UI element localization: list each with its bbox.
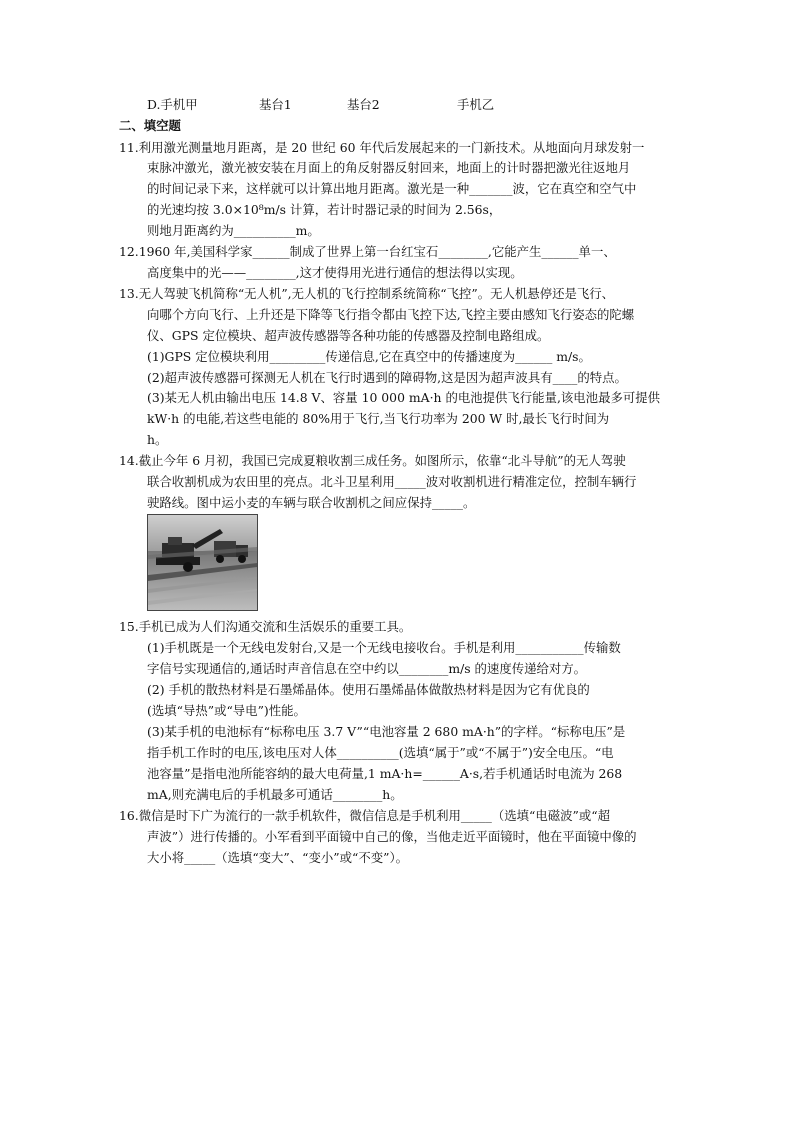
option-d-item-2: 基台2 — [347, 97, 380, 112]
q13-line-5: (2)超声波传感器可探测无人机在飞行时遇到的障碍物,这是因为超声波具有____的特点。 — [147, 370, 627, 385]
option-d-item-3: 手机乙 — [457, 97, 495, 112]
q15-line-1: 15.手机已成为人们沟通交流和生活娱乐的重要工具。 — [119, 619, 412, 634]
q16-line-3: 大小将_____（选填“变大”、“变小”或“不变”）。 — [147, 850, 409, 865]
q12-line-2: 高度集中的光——________,这才使得用光进行通信的想法得以实现。 — [147, 265, 523, 280]
q15-line-2: (1)手机既是一个无线电发射台,又是一个无线电接收台。手机是利用___________传输数 — [147, 640, 621, 655]
q15-line-7: 指手机工作时的电压,该电压对人体__________(选填“属于”或“不属于”)安全电压。“电 — [147, 745, 614, 760]
q13-line-7: kW·h 的电能,若这些电能的 80%用于飞行,当飞行功率为 200 W 时,最长飞行时间为 — [147, 411, 610, 426]
q13-line-2: 向哪个方向飞行、上升还是下降等飞行指令都由飞控下达,飞控主要由感知飞行姿态的陀螺 — [147, 307, 635, 322]
q16-line-1: 16.微信是时下广为流行的一款手机软件，微信信息是手机利用_____（选填“电磁波”或“超 — [119, 808, 610, 823]
q16-line-2: 声波”）进行传播的。小军看到平面镜中自己的像，当他走近平面镜时，他在平面镜中像的 — [147, 829, 637, 844]
harvester-photo — [147, 514, 258, 611]
q11-line-2: 束脉冲激光，激光被安装在月面上的角反射器反射回来，地面上的计时器把激光往返地月 — [147, 160, 631, 175]
q15-line-4: (2) 手机的散热材料是石墨烯晶体。使用石墨烯晶体做散热材料是因为它有优良的 — [147, 682, 590, 697]
q12-line-1: 12.1960 年,美国科学家______制成了世界上第一台红宝石________,它能产生______单一、 — [119, 244, 616, 259]
option-d-label: D.手机甲 — [147, 97, 198, 112]
q11-line-3: 的时间记录下来，这样就可以计算出地月距离。激光是一种_______波，它在真空和空气中 — [147, 181, 637, 196]
section-title: 二、填空题 — [119, 118, 181, 133]
q11-line-5: 则地月距离约为__________m。 — [147, 223, 320, 238]
q13-line-6: (3)某无人机由输出电压 14.8 V、容量 10 000 mA·h 的电池提供飞行能量,该电池最多可提供 — [147, 390, 661, 405]
q11-line-1: 11.利用激光测量地月距离，是 20 世纪 60 年代后发展起来的一门新技术。从地面向月球发射一 — [119, 140, 645, 155]
harvester-photo-image — [148, 515, 257, 610]
q15-line-5: (选填“导热”或“导电”)性能。 — [147, 703, 306, 718]
q13-line-4: (1)GPS 定位模块利用_________传递信息,它在真空中的传播速度为______ m/s。 — [147, 349, 591, 364]
q13-line-1: 13.无人驾驶飞机简称“无人机”,无人机的飞行控制系统简称“飞控”。无人机悬停还是飞行、 — [119, 286, 615, 301]
q14-line-2: 联合收割机成为农田里的亮点。北斗卫星利用_____波对收割机进行精准定位，控制车辆行 — [147, 474, 637, 489]
q13-line-8: h。 — [147, 432, 168, 447]
q14-line-3: 驶路线。图中运小麦的车辆与联合收割机之间应保持_____。 — [147, 495, 476, 510]
q15-line-8: 池容量”是指电池所能容纳的最大电荷量,1 mA·h=______A·s,若手机通话时电流为 268 — [147, 766, 623, 781]
q14-line-1: 14.截止今年 6 月初，我国已完成夏粮收割三成任务。如图所示，依靠“北斗导航”的无人驾驶 — [119, 453, 626, 468]
q13-line-3: 仪、GPS 定位模块、超声波传感器等各种功能的传感器及控制电路组成。 — [147, 328, 550, 343]
q15-line-6: (3)某手机的电池标有“标称电压 3.7 V”“电池容量 2 680 mA·h”的字样。“标称电压”是 — [147, 724, 626, 739]
q15-line-9: mA,则充满电后的手机最多可通话________h。 — [147, 787, 403, 802]
option-d-item-1: 基台1 — [259, 97, 292, 112]
q15-line-3: 字信号实现通信的,通话时声音信息在空中约以________m/s 的速度传递给对方。 — [147, 661, 587, 676]
q11-line-4: 的光速均按 3.0×10⁸m/s 计算，若计时器记录的时间为 2.56s， — [147, 202, 502, 217]
